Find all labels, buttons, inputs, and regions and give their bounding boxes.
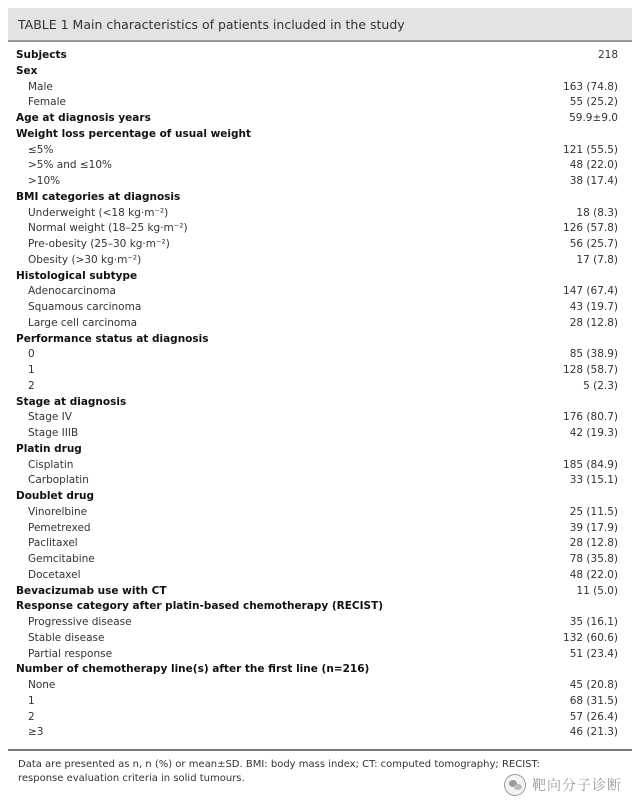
row-label: Adenocarcinoma [28,285,116,298]
row-label: ≥3 [28,726,44,739]
table-row [8,647,632,663]
table-row [8,725,632,741]
table-row [8,253,632,269]
table-row [8,458,632,474]
watermark-text: 靶向分子诊断 [532,778,622,794]
row-label: Paclitaxel [28,537,78,550]
row-label: Partial response [28,647,113,660]
table-row [8,426,632,442]
row-value: 43 (19.7) [569,301,618,313]
table-row [8,80,632,96]
row-value: 147 (67.4) [563,285,618,298]
row-label: 0 [28,348,35,361]
row-label: Sex [16,64,38,77]
row-value: 35 (16.1) [569,616,618,628]
table-row [8,95,632,111]
row-value: 33 (15.1) [569,474,618,487]
table-row [8,568,632,584]
row-label: Squamous carcinoma [28,301,142,313]
table-row-heading [8,599,632,615]
row-label: Normal weight (18–25 kg·m⁻²) [28,222,188,235]
table-row-heading [8,662,632,678]
row-value: 46 (21.3) [569,726,618,739]
row-label: Performance status at diagnosis [16,332,209,345]
row-value: 176 (80.7) [563,411,618,424]
row-label: ≤5% [28,143,54,156]
row-label: Stage at diagnosis [16,395,127,408]
table-row [8,316,632,332]
row-label: None [28,679,56,691]
row-value: 126 (57.8) [563,222,618,235]
row-label: Female [28,96,66,109]
row-label: Pre-obesity (25–30 kg·m⁻²) [28,238,170,250]
table-title: TABLE 1 Main characteristics of patients included in the study [8,8,632,42]
table-row-heading [8,127,632,143]
row-label: Gemcitabine [28,553,95,565]
row-value: 185 (84.9) [563,458,618,471]
row-label: Underweight (<18 kg·m⁻²) [28,206,169,219]
table-row [8,410,632,426]
row-label: Pemetrexed [28,521,91,534]
table-row [8,174,632,190]
row-label: Stable disease [28,631,105,644]
row-label: Subjects [16,49,67,61]
table-row [8,363,632,379]
table-row [8,615,632,631]
row-value: 78 (35.8) [569,553,618,565]
row-label: 2 [28,379,35,392]
table-row-heading [8,442,632,458]
row-label: Number of chemotherapy line(s) after the first line (n=216) [16,663,370,676]
table-row [8,300,632,316]
row-label: Docetaxel [28,568,81,581]
table-row [8,221,632,237]
row-label: Doublet drug [16,490,95,502]
row-value: 28 (12.8) [569,316,618,329]
row-label: >5% and ≤10% [28,159,113,172]
row-value: 163 (74.8) [563,80,618,93]
row-label: Age at diagnosis years [16,112,151,124]
table-row [8,347,632,363]
row-value: 56 (25.7) [569,238,618,250]
table-row [8,710,632,726]
row-value: 11 (5.0) [576,584,618,597]
table-row [8,552,632,568]
table-row [8,284,632,300]
row-label: Progressive disease [28,616,132,628]
table-row-heading [8,395,632,411]
row-value: 38 (17.4) [569,175,618,187]
row-value: 132 (60.6) [563,631,618,644]
table-row-heading [8,332,632,348]
row-value: 121 (55.5) [563,143,618,156]
table-row-heading [8,269,632,285]
row-label: Cisplatin [28,458,74,471]
table-row [8,237,632,253]
table-row [8,678,632,694]
table-row-heading [8,111,632,127]
table-row [8,473,632,489]
table-row [8,631,632,647]
row-value: 128 (58.7) [563,364,618,376]
row-value: 5 (2.3) [583,379,618,392]
row-label: Response category after platin-based chemotherapy (RECIST) [16,600,384,613]
table-footnote: Data are presented as n, n (%) or mean±SD. BMI: body mass index; CT: computed tomography; RECIST: response evaluation criteria in solid tumours. [18,759,540,784]
row-label: Stage IIIB [28,427,79,439]
row-label: 2 [28,710,35,723]
row-label: Stage IV [28,411,72,424]
table-body [8,48,632,741]
table-row [8,379,632,395]
row-value: 48 (22.0) [569,159,618,172]
row-value: 42 (19.3) [569,427,618,439]
row-label: BMI categories at diagnosis [16,190,181,203]
row-label: Male [28,80,53,93]
row-label: Weight loss percentage of usual weight [16,127,252,140]
row-value: 45 (20.8) [569,679,618,691]
row-value: 68 (31.5) [569,694,618,707]
row-value: 48 (22.0) [569,568,618,581]
row-value: 218 [597,49,618,61]
table-row-heading [8,584,632,600]
table-row-heading [8,190,632,206]
wechat-logo-icon [504,774,526,796]
row-value: 51 (23.4) [569,647,618,660]
row-value: 59.9±9.0 [569,112,618,124]
row-label: 1 [28,694,35,707]
row-value: 17 (7.8) [576,253,618,266]
table-row [8,694,632,710]
table-row-heading [8,48,632,64]
row-value: 39 (17.9) [569,521,618,534]
row-label: Large cell carcinoma [28,316,138,329]
table-row [8,158,632,174]
table-row [8,521,632,537]
row-label: Carboplatin [28,474,89,487]
table-row [8,536,632,552]
row-value: 25 (11.5) [569,505,618,518]
row-value: 28 (12.8) [569,537,618,550]
row-value: 18 (8.3) [576,206,618,219]
table-row-heading [8,489,632,505]
table-row-heading [8,64,632,80]
row-value: 57 (26.4) [569,710,618,723]
table-row [8,206,632,222]
row-label: Vinorelbine [28,505,88,518]
row-label: Bevacizumab use with CT [16,584,167,597]
row-label: Platin drug [16,442,82,455]
watermark [504,773,622,797]
row-label: Histological subtype [16,269,138,282]
table-row [8,143,632,159]
row-value: 55 (25.2) [569,96,618,109]
row-label: >10% [28,175,61,187]
row-value: 85 (38.9) [569,348,618,361]
row-label: Obesity (>30 kg·m⁻²) [28,253,142,266]
table-bottom-rule [8,749,632,751]
row-label: 1 [28,364,35,376]
table-row [8,505,632,521]
